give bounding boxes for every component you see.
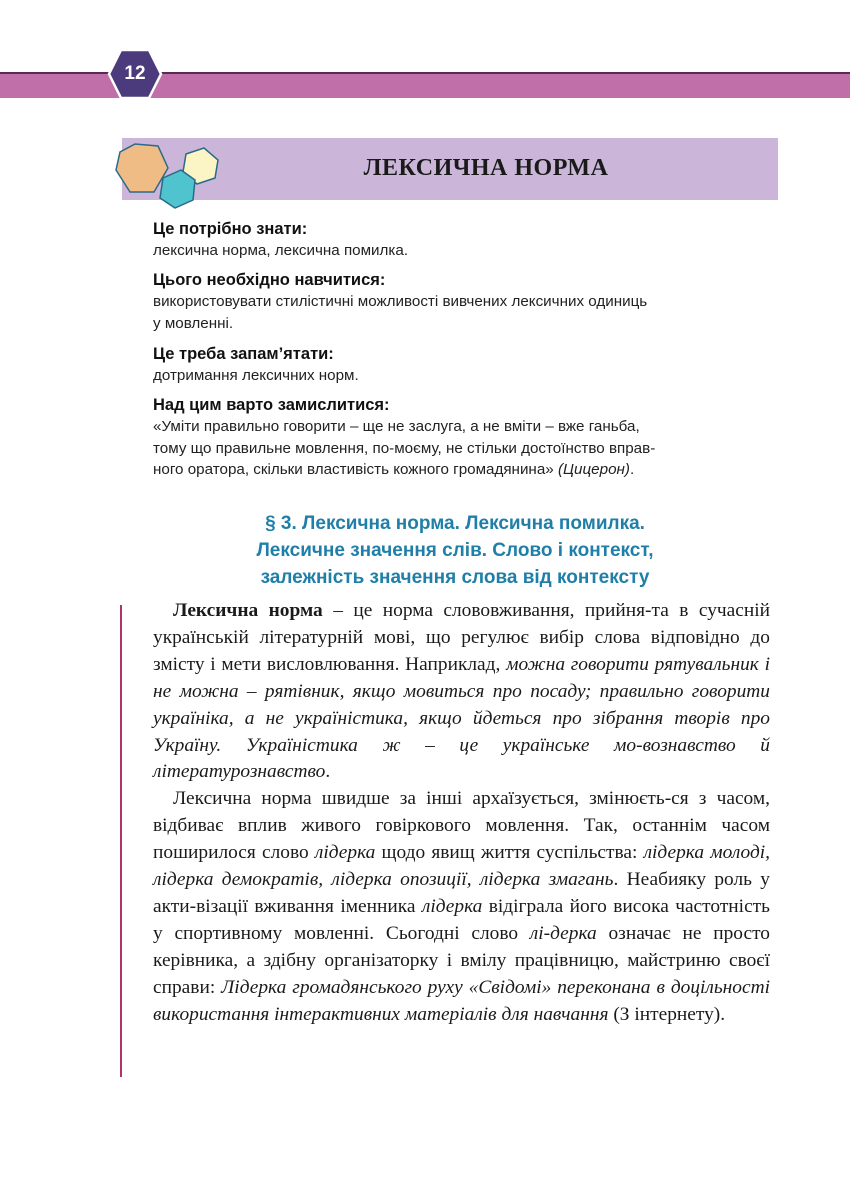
hexagon-cluster-icon bbox=[108, 140, 228, 212]
block-text: у мовленні. bbox=[153, 314, 234, 332]
text-run: щодо явищ життя суспільства: bbox=[375, 842, 644, 864]
text-run: (З інтернету). bbox=[608, 1003, 726, 1025]
text-run: відіграла його висока частотність у спортивному мовленні. Сьогодні слово bbox=[153, 895, 770, 944]
block-text: тому що правильне мовлення, по-моєму, не стільки достоїнство вправ- bbox=[153, 439, 656, 457]
term-bold: Лексична норма bbox=[173, 600, 323, 621]
section-heading-line: залежність значення слова від контексту bbox=[260, 567, 650, 588]
text-run: Лексична норма швидше за інші архаїзується, змінюєть-ся з часом, відбиває вплив живого говіркового мовлення. Так, останнім часом поширилося слово bbox=[153, 788, 770, 864]
info-block-learn bbox=[153, 269, 773, 334]
page-number-badge bbox=[107, 47, 163, 101]
example-italic: можна говорити рятувальник і не можна – рятівник, якщо мовиться про посаду; правильно говорити україніка, а не україністика, якщо йдеться про зібрання творів про Україну. Україністика ж – це українське мо-вознавство й літературознавство bbox=[153, 653, 770, 783]
block-text: «Уміти правильно говорити – ще не заслуга, а не вміти – вже ганьба, bbox=[153, 418, 640, 435]
block-text: використовувати стилістичні можливості вивчених лексичних одиниць bbox=[153, 293, 648, 310]
section-heading-line: § 3. Лексична норма. Лексична помилка. bbox=[265, 513, 645, 534]
quote-text: ного оратора, скільки властивість кожного громадянина» bbox=[153, 461, 554, 478]
block-heading: Над цим варто замислитися: bbox=[153, 396, 390, 414]
example-italic: лідерка bbox=[421, 895, 483, 917]
info-block-remember bbox=[153, 343, 773, 387]
body-text bbox=[153, 598, 770, 1029]
example-italic: Лідерка громадянського руху «Свідомі» переконана в доцільності використання інтерактивних матеріалів для навчання bbox=[153, 976, 770, 1025]
quote-author: (Цицерон) bbox=[557, 461, 630, 478]
section-heading-line: Лексичне значення слів. Слово і контекст, bbox=[256, 540, 654, 561]
text-run: – це норма слововживання, прийня-та в сучасній українській літературній мові, що регулює вибір слова відповідно до змісту і мети висловлювання. Наприклад, bbox=[153, 600, 770, 675]
info-block-know bbox=[153, 218, 773, 262]
block-text: дотримання лексичних норм. bbox=[153, 367, 359, 384]
section-heading bbox=[170, 510, 740, 591]
quote-tail: . bbox=[629, 461, 635, 478]
block-heading: Це треба запам’ятати: bbox=[153, 345, 334, 363]
block-heading: Це потрібно знати: bbox=[153, 220, 308, 238]
block-text bbox=[153, 459, 773, 481]
example-italic: лідерка bbox=[314, 842, 376, 864]
margin-bar bbox=[120, 605, 122, 1077]
info-block-think bbox=[153, 394, 773, 481]
block-text: лексична норма, лексична помилка. bbox=[153, 242, 409, 259]
example-italic: лідерка молоді, лідерка демократів, лідерка опозиції, лідерка змагань bbox=[153, 842, 770, 891]
block-heading: Цього необхідно навчитися: bbox=[153, 271, 386, 289]
text-run: . bbox=[325, 761, 331, 783]
text-run: . Неабияку роль у акти-візації вживання іменника bbox=[153, 869, 770, 917]
page-title: ЛЕКСИЧНА НОРМА bbox=[363, 155, 609, 181]
example-italic: лі-дерка bbox=[529, 922, 597, 944]
page-number: 12 bbox=[124, 63, 146, 84]
text-run: означає не просто керівника, а здібну організаторку і вмілу працівницю, майстриню своєї справи: bbox=[153, 922, 770, 998]
paragraph bbox=[153, 598, 770, 786]
paragraph bbox=[153, 786, 770, 1028]
